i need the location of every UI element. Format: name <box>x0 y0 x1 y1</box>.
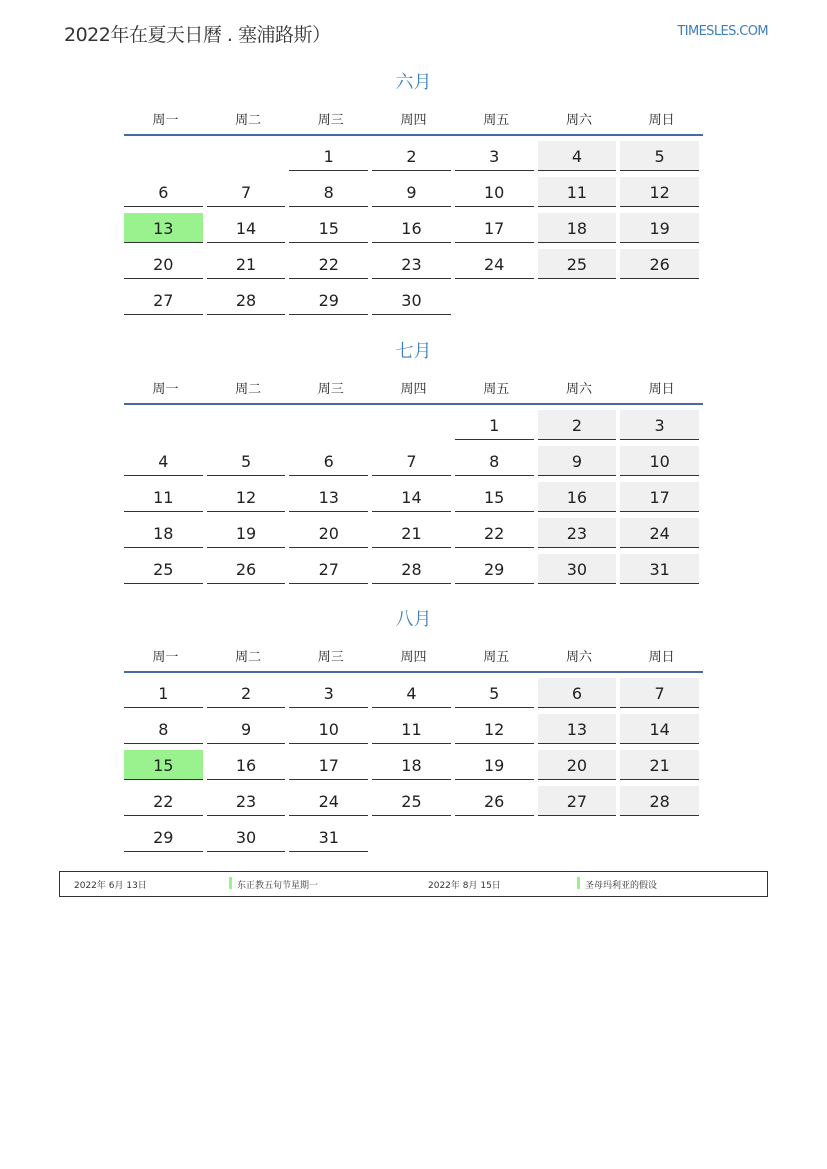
day-cell[interactable]: 15 <box>289 213 368 243</box>
weekday-label: 周一 <box>152 381 179 397</box>
week-row <box>124 518 703 554</box>
day-cell[interactable]: 21 <box>372 518 451 548</box>
month-title: 六月 <box>395 72 432 93</box>
weekday-label: 周五 <box>483 381 510 397</box>
day-cell[interactable]: 28 <box>372 554 451 584</box>
day-cell[interactable]: 7 <box>207 177 286 207</box>
day-cell[interactable]: 21 <box>620 750 699 780</box>
weekday-label: 周六 <box>565 381 592 397</box>
weekday-label: 周二 <box>235 381 262 397</box>
day-cell[interactable]: 20 <box>124 249 203 279</box>
day-cell[interactable]: 29 <box>455 554 534 584</box>
weekday-label: 周二 <box>235 649 262 665</box>
header-divider <box>124 134 703 136</box>
day-cell[interactable]: 5 <box>455 678 534 708</box>
day-cell[interactable]: 1 <box>289 141 368 171</box>
day-cell[interactable]: 28 <box>207 285 286 315</box>
weekday-label: 周四 <box>400 649 427 665</box>
day-cell[interactable]: 5 <box>207 446 286 476</box>
day-cell[interactable]: 22 <box>124 786 203 816</box>
site-link[interactable]: TIMESLES.COM <box>677 24 768 39</box>
day-cell[interactable]: 6 <box>538 678 617 708</box>
empty-cell <box>124 141 203 171</box>
day-cell[interactable]: 6 <box>289 446 368 476</box>
day-cell[interactable]: 10 <box>455 177 534 207</box>
day-cell[interactable]: 11 <box>124 482 203 512</box>
day-cell[interactable]: 23 <box>538 518 617 548</box>
empty-cell <box>372 410 451 440</box>
week-row <box>124 410 703 446</box>
day-cell[interactable]: 25 <box>124 554 203 584</box>
day-cell[interactable]: 12 <box>620 177 699 207</box>
weekday-label: 周五 <box>483 112 510 128</box>
weekday-label: 周四 <box>400 381 427 397</box>
day-cell[interactable]: 14 <box>372 482 451 512</box>
weekday-label: 周三 <box>317 649 344 665</box>
holiday-day-cell[interactable]: 13 <box>124 213 203 243</box>
day-cell[interactable]: 3 <box>289 678 368 708</box>
week-row <box>124 446 703 482</box>
day-cell[interactable]: 12 <box>455 714 534 744</box>
day-cell[interactable]: 7 <box>372 446 451 476</box>
legend-date-2: 2022年 8月 15日 <box>428 881 501 891</box>
week-row <box>124 786 703 822</box>
day-cell[interactable]: 25 <box>538 249 617 279</box>
weekday-label: 周一 <box>152 112 179 128</box>
day-cell[interactable]: 3 <box>455 141 534 171</box>
legend-name-2: 圣母玛利亚的假设 <box>585 881 658 891</box>
empty-cell <box>538 822 617 852</box>
day-cell[interactable]: 19 <box>620 213 699 243</box>
empty-cell <box>124 410 203 440</box>
day-cell[interactable]: 23 <box>207 786 286 816</box>
day-cell[interactable]: 14 <box>620 714 699 744</box>
holiday-legend <box>59 871 768 897</box>
day-cell[interactable]: 22 <box>289 249 368 279</box>
day-cell[interactable]: 2 <box>372 141 451 171</box>
day-cell[interactable]: 4 <box>538 141 617 171</box>
day-cell[interactable]: 24 <box>289 786 368 816</box>
day-cell[interactable]: 18 <box>372 750 451 780</box>
day-cell[interactable]: 26 <box>207 554 286 584</box>
week-row <box>124 750 703 786</box>
week-row <box>124 177 703 213</box>
day-cell[interactable]: 19 <box>455 750 534 780</box>
day-cell[interactable]: 11 <box>538 177 617 207</box>
day-cell[interactable]: 26 <box>455 786 534 816</box>
week-row <box>124 249 703 285</box>
day-cell[interactable]: 31 <box>620 554 699 584</box>
day-cell[interactable]: 27 <box>289 554 368 584</box>
day-cell[interactable]: 9 <box>207 714 286 744</box>
day-cell[interactable]: 29 <box>289 285 368 315</box>
month-calendar <box>124 68 703 321</box>
day-cell[interactable]: 31 <box>289 822 368 852</box>
day-cell[interactable]: 2 <box>207 678 286 708</box>
holiday-day-cell[interactable]: 15 <box>124 750 203 780</box>
day-cell[interactable]: 17 <box>289 750 368 780</box>
weekday-label: 周三 <box>317 381 344 397</box>
day-cell[interactable]: 2 <box>538 410 617 440</box>
day-cell[interactable]: 30 <box>538 554 617 584</box>
day-cell[interactable]: 18 <box>124 518 203 548</box>
day-cell[interactable]: 27 <box>124 285 203 315</box>
day-cell[interactable]: 1 <box>455 410 534 440</box>
legend-marker-1 <box>229 877 232 889</box>
day-cell[interactable]: 20 <box>538 750 617 780</box>
week-row <box>124 822 703 858</box>
day-cell[interactable]: 24 <box>620 518 699 548</box>
weekday-label: 周一 <box>152 649 179 665</box>
day-cell[interactable]: 17 <box>455 213 534 243</box>
day-cell[interactable]: 5 <box>620 141 699 171</box>
day-cell[interactable]: 7 <box>620 678 699 708</box>
day-cell[interactable]: 20 <box>289 518 368 548</box>
day-cell[interactable]: 8 <box>289 177 368 207</box>
week-row <box>124 554 703 590</box>
day-cell[interactable]: 11 <box>372 714 451 744</box>
header-divider <box>124 671 703 673</box>
day-cell[interactable]: 8 <box>124 714 203 744</box>
weekday-label: 周日 <box>648 112 675 128</box>
day-cell[interactable]: 9 <box>538 446 617 476</box>
weekday-label: 周三 <box>317 112 344 128</box>
day-cell[interactable]: 13 <box>538 714 617 744</box>
weekday-label: 周日 <box>648 381 675 397</box>
weekday-label: 周日 <box>648 649 675 665</box>
header-divider <box>124 403 703 405</box>
day-cell[interactable]: 26 <box>620 249 699 279</box>
day-cell[interactable]: 9 <box>372 177 451 207</box>
empty-cell <box>455 822 534 852</box>
legend-marker-2 <box>577 877 580 889</box>
month-title: 七月 <box>395 341 432 362</box>
day-cell[interactable]: 25 <box>372 786 451 816</box>
page-title: 2022年在夏天日曆 . 塞浦路斯） <box>64 24 331 46</box>
empty-cell <box>620 822 699 852</box>
weekday-header <box>124 640 703 670</box>
empty-cell <box>372 822 451 852</box>
day-cell[interactable]: 10 <box>289 714 368 744</box>
month-calendar <box>124 605 703 858</box>
weekday-label: 周四 <box>400 112 427 128</box>
day-cell[interactable]: 10 <box>620 446 699 476</box>
day-cell[interactable]: 3 <box>620 410 699 440</box>
day-cell[interactable]: 22 <box>455 518 534 548</box>
day-cell[interactable]: 30 <box>372 285 451 315</box>
month-calendar <box>124 337 703 590</box>
weekday-header <box>124 103 703 133</box>
day-cell[interactable]: 15 <box>455 482 534 512</box>
day-cell[interactable]: 12 <box>207 482 286 512</box>
day-cell[interactable]: 28 <box>620 786 699 816</box>
month-title: 八月 <box>395 609 432 630</box>
weekday-label: 周六 <box>565 649 592 665</box>
day-cell[interactable]: 23 <box>372 249 451 279</box>
empty-cell <box>289 410 368 440</box>
week-row <box>124 213 703 249</box>
week-row <box>124 285 703 321</box>
day-cell[interactable]: 21 <box>207 249 286 279</box>
weekday-header <box>124 372 703 402</box>
day-cell[interactable]: 4 <box>372 678 451 708</box>
week-row <box>124 714 703 750</box>
day-cell[interactable]: 16 <box>207 750 286 780</box>
weekday-label: 周六 <box>565 112 592 128</box>
day-cell[interactable]: 19 <box>207 518 286 548</box>
weekday-label: 周二 <box>235 112 262 128</box>
day-cell[interactable]: 27 <box>538 786 617 816</box>
day-cell[interactable]: 6 <box>124 177 203 207</box>
weekday-label: 周五 <box>483 649 510 665</box>
day-cell[interactable]: 17 <box>620 482 699 512</box>
day-cell[interactable]: 1 <box>124 678 203 708</box>
empty-cell <box>207 141 286 171</box>
day-cell[interactable]: 16 <box>538 482 617 512</box>
week-row <box>124 678 703 714</box>
day-cell[interactable]: 4 <box>124 446 203 476</box>
week-row <box>124 141 703 177</box>
day-cell[interactable]: 8 <box>455 446 534 476</box>
day-cell[interactable]: 13 <box>289 482 368 512</box>
legend-name-1: 东正教五旬节星期一 <box>237 881 319 891</box>
day-cell[interactable]: 18 <box>538 213 617 243</box>
empty-cell <box>538 285 617 315</box>
legend-date-1: 2022年 6月 13日 <box>74 881 147 891</box>
day-cell[interactable]: 29 <box>124 822 203 852</box>
day-cell[interactable]: 16 <box>372 213 451 243</box>
empty-cell <box>207 410 286 440</box>
day-cell[interactable]: 24 <box>455 249 534 279</box>
empty-cell <box>620 285 699 315</box>
empty-cell <box>455 285 534 315</box>
day-cell[interactable]: 14 <box>207 213 286 243</box>
week-row <box>124 482 703 518</box>
day-cell[interactable]: 30 <box>207 822 286 852</box>
